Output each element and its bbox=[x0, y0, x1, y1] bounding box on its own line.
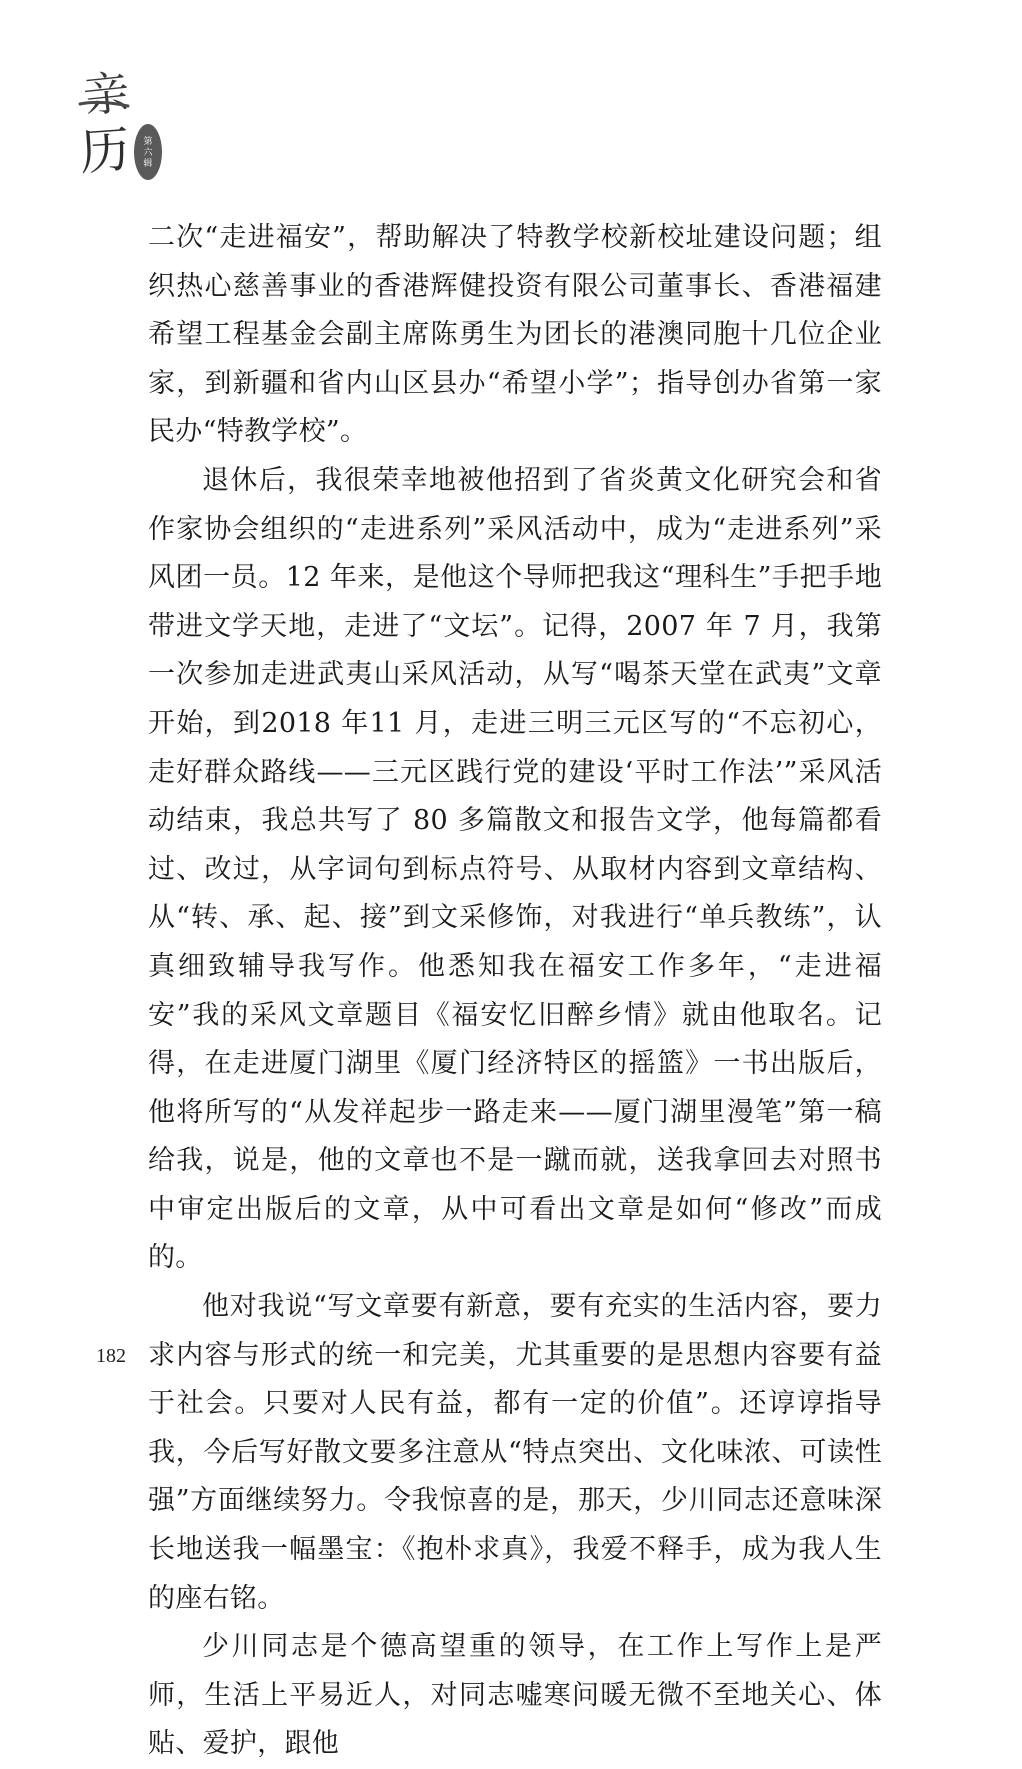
logo-char-1: 亲 bbox=[80, 64, 133, 124]
svg-text:第: 第 bbox=[143, 137, 153, 147]
paragraph-1: 二次“走进福安”，帮助解决了特教学校新校址建设问题；组织热心慈善事业的香港辉健投资有限公司董事长、香港福建希望工程基金会副主席陈勇生为团长的港澳同胞十几位企业家，到新疆和省内山区县办“希望小学”；指导创办省第一家民办“特教学校”。 bbox=[148, 222, 882, 448]
logo-char-2: 历 bbox=[77, 120, 132, 182]
paragraph-3: 他对我说“写文章要有新意，要有充实的生活内容，要力求内容与形式的统一和完美，尤其重要的是思想内容要有益于社会。只要对人民有益，都有一定的价值”。还谆谆指导我，今后写好散文要多注意从“特点突出、文化味浓、可读性强”方面继续努力。令我惊喜的是，那天，少川同志还意味深长地送我一幅墨宝：《抱朴求真》，我爱不释手，成为我人生的座右铭。 bbox=[148, 1291, 882, 1614]
book-series-calligraphy-logo-icon bbox=[70, 60, 170, 190]
paragraph-2: 退休后，我很荣幸地被他招到了省炎黄文化研究会和省作家协会组织的“走进系列”采风活动中，成为“走进系列”采风团一员。12 年来，是他这个导师把我这“理科生”手把手地带进文学天地，走进了“文坛”。记得，2007 年 7 月，我第一次参加走进武夷山采风活动，从写“喝茶天堂在武夷”文章开始，到2018 年11 月，走进三明三元区写的“不忘初心，走好群众路线——三元区践行党的建设‘平时工作法’”采风活动结束，我总共写了 80 多篇散文和报告文学，他每篇都看过、改过，从字词句到标点符号、从取材内容到文章结构、从“转、承、起、接”到文采修饰，对我进行“单兵教练”，认真细致辅导我写作。他悉知我在福安工作多年，“走进福安”我的采风文章题目《福安忆旧醉乡情》就由他取名。记得，在走进厦门湖里《厦门经济特区的摇篮》一书出版后，他将所写的“从发祥起步一路走来——厦门湖里漫笔”第一稿给我，说是，他的文章也不是一蹴而就，送我拿回去对照书中审定出版后的文章，从中可看出文章是如何“修改”而成的。 bbox=[148, 464, 882, 1274]
paragraph-4: 少川同志是个德高望重的领导，在工作上写作上是严师，生活上平易近人，对同志嘘寒问暖无微不至地关心、体贴、爱护，跟他 bbox=[148, 1631, 882, 1760]
svg-text:辑: 辑 bbox=[143, 159, 153, 169]
page-number: 182 bbox=[96, 1345, 126, 1367]
book-series-logo bbox=[70, 60, 170, 190]
main-text bbox=[148, 214, 882, 1769]
svg-text:六: 六 bbox=[143, 148, 153, 158]
